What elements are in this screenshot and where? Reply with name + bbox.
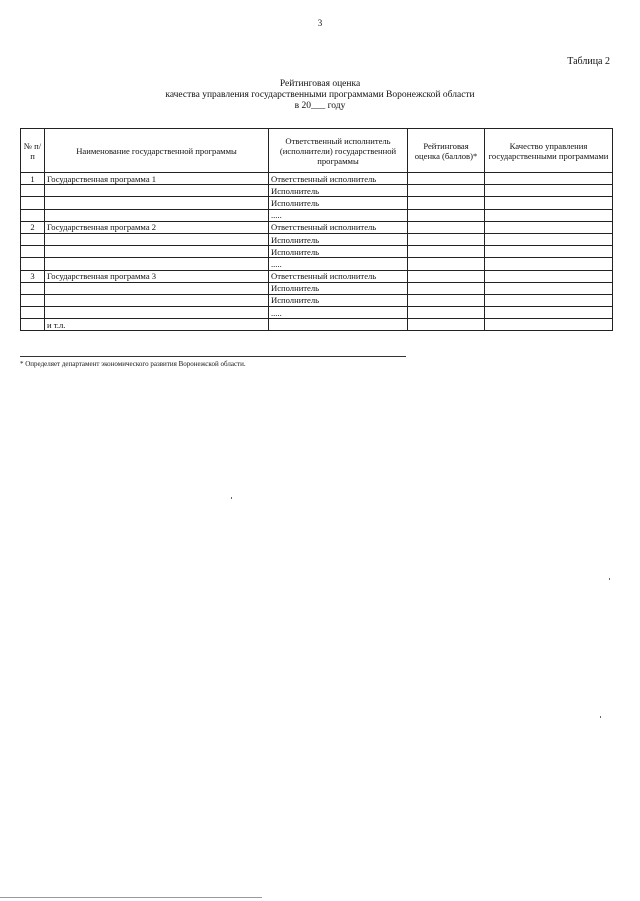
cell-number [21,294,45,306]
table-row [21,319,613,331]
cell-quality [485,307,613,319]
cell-quality [485,197,613,209]
cell-rating [408,258,485,270]
cell-rating [408,233,485,245]
table-row [21,307,613,319]
scan-speck [231,497,232,499]
cell-number [21,185,45,197]
cell-program-name [45,307,269,319]
cell-executor: Ответственный исполнитель [269,173,408,185]
cell-executor: ..... [269,209,408,221]
cell-executor: Ответственный исполнитель [269,221,408,233]
cell-quality [485,173,613,185]
cell-executor: Ответственный исполнитель [269,270,408,282]
cell-program-name: Государственная программа 1 [45,173,269,185]
header-executor: Ответственный исполнитель (исполнители) государственной программы [269,129,408,173]
cell-quality [485,282,613,294]
cell-program-name [45,258,269,270]
cell-number [21,307,45,319]
cell-quality [485,246,613,258]
table-label: Таблица 2 [567,56,610,67]
cell-rating [408,282,485,294]
cell-executor [269,319,408,331]
cell-program-name [45,294,269,306]
cell-quality [485,209,613,221]
cell-quality [485,258,613,270]
cell-program-name [45,233,269,245]
cell-program-name [45,246,269,258]
cell-rating [408,209,485,221]
table-row [21,258,613,270]
cell-rating [408,173,485,185]
cell-rating [408,197,485,209]
cell-executor: Исполнитель [269,294,408,306]
title-line-1: Рейтинговая оценка [279,79,361,89]
cell-rating [408,294,485,306]
cell-program-name [45,197,269,209]
table-row [21,270,613,282]
cell-executor: ..... [269,307,408,319]
table-row [21,282,613,294]
cell-quality [485,319,613,331]
cell-number [21,258,45,270]
cell-program-name [45,282,269,294]
cell-executor: Исполнитель [269,233,408,245]
header-quality: Качество управления государственными программами [485,129,613,173]
cell-program-name: и т.л. [45,319,269,331]
footnote-divider [20,356,406,357]
page-number: 3 [317,18,323,28]
cell-rating [408,185,485,197]
cell-program-name [45,185,269,197]
table-body [21,173,613,331]
footnote: * Определяет департамент экономического развития Воронежской области. [20,360,246,368]
cell-executor: Исполнитель [269,185,408,197]
title-line-3: в 20___ году [294,101,346,111]
cell-program-name [45,209,269,221]
cell-number [21,282,45,294]
cell-executor: ..... [269,258,408,270]
cell-program-name: Государственная программа 2 [45,221,269,233]
cell-quality [485,294,613,306]
cell-rating [408,270,485,282]
table-row [21,233,613,245]
title-line-2: качества управления государственными программами Воронежской области [165,90,475,100]
cell-number: 2 [21,221,45,233]
scan-speck [609,578,610,580]
table-row [21,221,613,233]
cell-rating [408,319,485,331]
cell-number [21,319,45,331]
cell-executor: Исполнитель [269,246,408,258]
table-header-row [21,129,613,173]
header-program-name: Наименование государственной программы [45,129,269,173]
cell-number [21,233,45,245]
scan-speck [600,716,601,718]
cell-number [21,246,45,258]
cell-number: 1 [21,173,45,185]
table-row [21,294,613,306]
table-row [21,246,613,258]
cell-rating [408,307,485,319]
cell-quality [485,233,613,245]
cell-number: 3 [21,270,45,282]
cell-number [21,197,45,209]
rating-table [20,128,613,331]
table-row [21,185,613,197]
cell-executor: Исполнитель [269,282,408,294]
header-rating: Рейтинговая оценка (баллов)* [408,129,485,173]
cell-executor: Исполнитель [269,197,408,209]
cell-quality [485,221,613,233]
table-row [21,209,613,221]
document-title [0,79,640,112]
cell-number [21,209,45,221]
table-row [21,173,613,185]
cell-quality [485,185,613,197]
cell-program-name: Государственная программа 3 [45,270,269,282]
bottom-edge-line [0,897,262,898]
cell-quality [485,270,613,282]
cell-rating [408,246,485,258]
cell-rating [408,221,485,233]
table-row [21,197,613,209]
header-number: № п/п [21,129,45,173]
